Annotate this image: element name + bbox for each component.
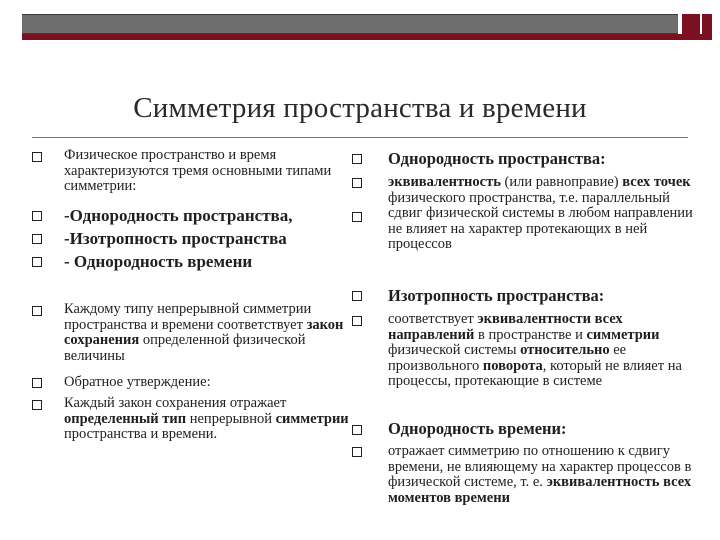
p3-bold-2: симметрии [275, 410, 349, 427]
homog-time-title: Однородность времени: [388, 419, 567, 438]
iso-text-5: , который не влияет на процессы, протекающие в системе [388, 357, 682, 389]
bullet-square-icon [32, 234, 42, 244]
p1-tail: определенной физической величины [64, 332, 306, 364]
bullet-square-icon [352, 447, 362, 457]
hs-text-1: (или равноправие) [500, 174, 623, 190]
isotropy-title: Изотропность пространства: [388, 286, 605, 305]
symmetry-item-time-homogeneity: - Однородность времени [64, 252, 253, 271]
p3-bold: определенный тип [64, 410, 187, 427]
bullet-square-icon [32, 400, 42, 410]
iso-text-3: физической системы [388, 342, 521, 358]
p1-text: Каждому типу непрерывной симметрии пространства и времени соответствует [64, 301, 312, 333]
iso-bold-4: поворота [482, 357, 543, 374]
p3-text: Каждый закон сохранения отражает [64, 395, 287, 411]
p2-text: Обратное утверждение: [64, 374, 211, 390]
bullet-square-icon [352, 316, 362, 326]
top-red-block-small [702, 14, 712, 34]
iso-text-4: ее произвольного [388, 342, 627, 374]
homog-time-paragraph [388, 444, 694, 506]
symmetry-item-isotropy: -Изотропность пространства [64, 229, 287, 248]
slide-title: Симметрия пространства и времени [133, 92, 587, 124]
ht-text-1: отражает симметрию по отношению к сдвигу времени, не влияющему на характер процессов в физической системе, т. е. [388, 443, 692, 490]
homog-space-title: Однородность пространства: [388, 149, 606, 168]
bullet-square-icon [32, 211, 42, 221]
p1-bold: закон сохранения [64, 316, 344, 348]
hs-bold-1: эквивалентность [388, 174, 501, 190]
intro-paragraph [64, 148, 349, 195]
bullet-square-icon [352, 291, 362, 301]
title-divider [32, 137, 688, 138]
bullet-square-icon [352, 178, 362, 188]
isotropy-paragraph [388, 312, 694, 390]
ht-bold-1: эквивалентность всех моментов времени [388, 474, 692, 506]
hs-text-2: физического пространства, т.е. параллельный сдвиг физической системы в любом направлении не влияет на характер протекающих в ней процессов [388, 189, 693, 252]
iso-bold-1: эквивалентности всех направлений [388, 311, 623, 343]
law-paragraph [64, 396, 354, 443]
top-decor-band [22, 14, 712, 34]
bullet-square-icon [352, 425, 362, 435]
iso-text-1: соответствует [388, 311, 478, 327]
hs-bold-2: всех точек [622, 174, 691, 190]
bullet-square-icon [32, 257, 42, 267]
p3-tail: пространства и времени. [64, 426, 218, 442]
bullet-square-icon [32, 306, 42, 316]
converse-paragraph [64, 375, 349, 391]
conservation-paragraph [64, 302, 349, 364]
symmetry-item-space-homogeneity: -Однородность пространства, [64, 206, 293, 225]
p3-mid: непрерывной [186, 410, 276, 427]
bullet-square-icon [352, 212, 362, 222]
iso-bold-3: относительно [520, 342, 610, 358]
intro-text: Физическое пространство и время характеризуются тремя основными типами симметрии: [64, 147, 332, 194]
iso-text-2: в пространстве и [474, 326, 587, 343]
homog-space-paragraph [388, 175, 694, 253]
bullet-square-icon [32, 378, 42, 388]
iso-bold-2: симметрии [586, 326, 660, 343]
top-red-block [682, 14, 700, 34]
bullet-square-icon [32, 152, 42, 162]
red-underline-bar [22, 34, 712, 40]
bullet-square-icon [352, 154, 362, 164]
top-grey-bar [22, 14, 678, 34]
